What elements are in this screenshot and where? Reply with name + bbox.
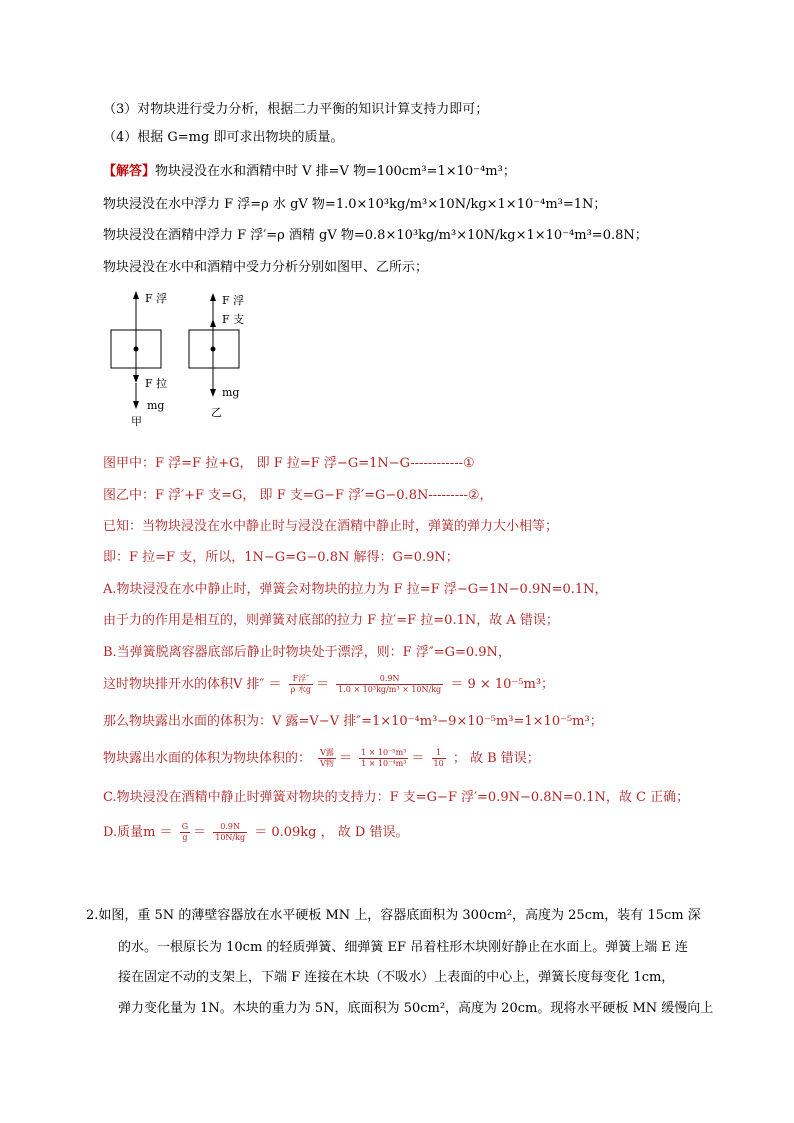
option-c-line: C.物块浸没在酒精中静止时弹簧对物块的支持力：F 支=G−F 浮′=0.9N−0.8N=0.1N，故 C 正确； (103, 790, 690, 805)
force-intro-text: 物块浸没在水中和酒精中受力分析分别如图甲、乙所示； (103, 260, 429, 275)
arrowhead-buoy-yi (210, 293, 216, 301)
b2-result: ＝ 9 × 10⁻⁵m³； (450, 677, 555, 692)
d-prefix: D.质量m ＝ (103, 825, 173, 840)
label-mg-jia: mg (147, 399, 165, 412)
arrowhead-up-jia (133, 291, 139, 299)
b4-num2: 1 × 10⁻⁵m³ (361, 748, 407, 757)
answer-tag: 【解答】 (103, 164, 156, 179)
arrowhead-support-yi (210, 319, 216, 327)
arrowhead-weight-yi (210, 389, 216, 397)
figure-yi-equation: 图乙中：F 浮′+F 支=G， 即 F 支=G−F 浮′=G−0.8N---------②， (103, 488, 493, 503)
b2-num2: 0.9N (336, 674, 443, 685)
d-den2: 10N/kg (215, 833, 246, 842)
b4-num3: 1 (432, 748, 446, 759)
d-num2: 0.9N (213, 822, 247, 833)
option-b-line1: B.当弹簧脱离容器底部后静止时物块处于漂浮，则：F 浮″=G=0.9N， (103, 645, 511, 660)
problem2-line1: 2.如图，重 5N 的薄壁容器放在水平硬板 MN 上，容器底面积为 300cm²，高度为 25cm，装有 15cm 深 (86, 908, 701, 923)
b4-fraction-3 (432, 748, 446, 769)
b4-den1: V物 (320, 759, 334, 768)
answer-first-line (103, 162, 516, 182)
step4-text: （4）根据 G=mg 即可求出物块的质量。 (103, 130, 344, 145)
option-b-exposed-volume: 那么物块露出水面的体积为：V 露=V−V 排″=1×10⁻⁴m³−9×10⁻⁵m³=1×10⁻⁵m³； (103, 714, 603, 729)
b4-den3: 10 (433, 759, 444, 768)
buoyancy-alcohol-text: 物块浸没在酒精中浮力 F 浮′=ρ 酒精 gV 物=0.8×10³kg/m³×10N/kg×1×10⁻⁴m³=0.8N； (103, 228, 648, 243)
diagram-jia (111, 291, 167, 428)
problem2-line3: 接在固定不动的支架上，下端 F 连接在木块（不吸水）上表面的中心上，弹簧长度每变化 1cm， (118, 970, 675, 985)
known-condition: 已知：当物块浸没在水中静止时与浸没在酒精中静止时，弹簧的弹力大小相等； (103, 519, 559, 534)
option-b-ratio: 物块露出水面的体积为物块体积的： $\frac{\text{V露}}{\text{V物}}$ ＝ $\frac{\text{1 × 10⁻⁵m³}}{\text{1 × 10⁻⁴m³}}$ ＝ $\frac{1}{10}$ ； 故 B 错误； (103, 748, 540, 768)
label-mg-yi: mg (222, 386, 240, 399)
d-fraction-1 (180, 822, 190, 843)
step3-text: （3）对物块进行受力分析，根据二力平衡的知识计算支持力即可； (103, 102, 489, 117)
answer-first-text: 物块浸没在水和酒精中时 V 排=V 物=100cm³=1×10⁻⁴m³； (155, 164, 516, 179)
buoyancy-water-text: 物块浸没在水中浮力 F 浮=ρ 水 gV 物=1.0×10³kg/m³×10N/kg×1×10⁻⁴m³=1N； (103, 197, 607, 212)
d-num1: G (181, 822, 189, 831)
b4-num1: V露 (320, 748, 334, 757)
option-d-line: D.质量m ＝ $\frac{G}{g}$ ＝ $\frac{0.9N}{10N/kg}$ ＝ 0.09kg ， 故 D 错误。 (103, 822, 409, 842)
solve-gravity: 即：F 拉=F 支，所以，1N−G=G−0.8N 解得：G=0.9N； (103, 550, 459, 565)
d-fraction-2 (213, 822, 247, 843)
b2-den2: 1.0 × 10³kg/m³ × 10N/kg (338, 685, 442, 694)
option-a-line2: 由于力的作用是相互的，则弹簧对底部的拉力 F 拉′=F 拉=0.1N，故 A 错误； (103, 613, 559, 628)
caption-jia: 甲 (131, 415, 142, 428)
diagram-yi (189, 293, 244, 419)
b2-fraction-2 (336, 674, 443, 695)
arrowhead-weight-jia (133, 401, 139, 409)
label-fbuoy-yi: F 浮 (222, 294, 245, 307)
b4-fraction-1 (318, 748, 336, 769)
b2-fraction-1 (289, 674, 313, 695)
d-suffix: ＝ 0.09kg ， 故 D 错误。 (254, 825, 409, 840)
label-fpull-jia: F 拉 (145, 377, 168, 390)
label-fbuoy-jia: F 浮 (145, 292, 168, 305)
arrowhead-pull-jia (133, 375, 139, 383)
caption-yi: 乙 (211, 406, 222, 419)
b2-prefix: 这时物块排开水的体积V 排″ ＝ (103, 677, 282, 692)
b4-suffix: ； 故 B 错误； (452, 751, 540, 766)
b2-num1: F浮″ (289, 674, 313, 685)
b4-fraction-2 (359, 748, 408, 769)
problem2-line2: 的水。一根原长为 10cm 的轻质弹簧、细弹簧 EF 吊着柱形木块刚好静止在水面上。弹簧上端 E 连 (118, 940, 688, 955)
option-b-displaced-volume: 这时物块排开水的体积V 排″ ＝ $\frac{\text{F浮″}}{\text{ρ 水g}}$ ＝ $\frac{0.9N}{\text{1.0 × 10³kg/m³ × 10N/kg}}$ ＝ 9 × 10⁻⁵m³； (103, 674, 555, 694)
force-diagram (105, 285, 265, 435)
d-den1: g (182, 833, 188, 842)
problem2-line4: 弹力变化量为 1N。木块的重力为 5N，底面积为 50cm²，高度为 20cm。现将水平硬板 MN 缓慢向上 (118, 1001, 714, 1016)
label-fsupport-yi: F 支 (222, 313, 245, 326)
figure-jia-equation: 图甲中：F 浮=F 拉+G， 即 F 拉=F 浮−G=1N−G------------① (103, 456, 475, 471)
b4-den2: 1 × 10⁻⁴m³ (361, 759, 407, 768)
b2-den1: ρ 水g (290, 685, 312, 694)
option-a-line1: A.物块浸没在水中静止时，弹簧会对物块的拉力为 F 拉=F 浮−G=1N−0.9N=0.1N， (103, 582, 608, 597)
b4-prefix: 物块露出水面的体积为物块体积的： (103, 751, 312, 766)
